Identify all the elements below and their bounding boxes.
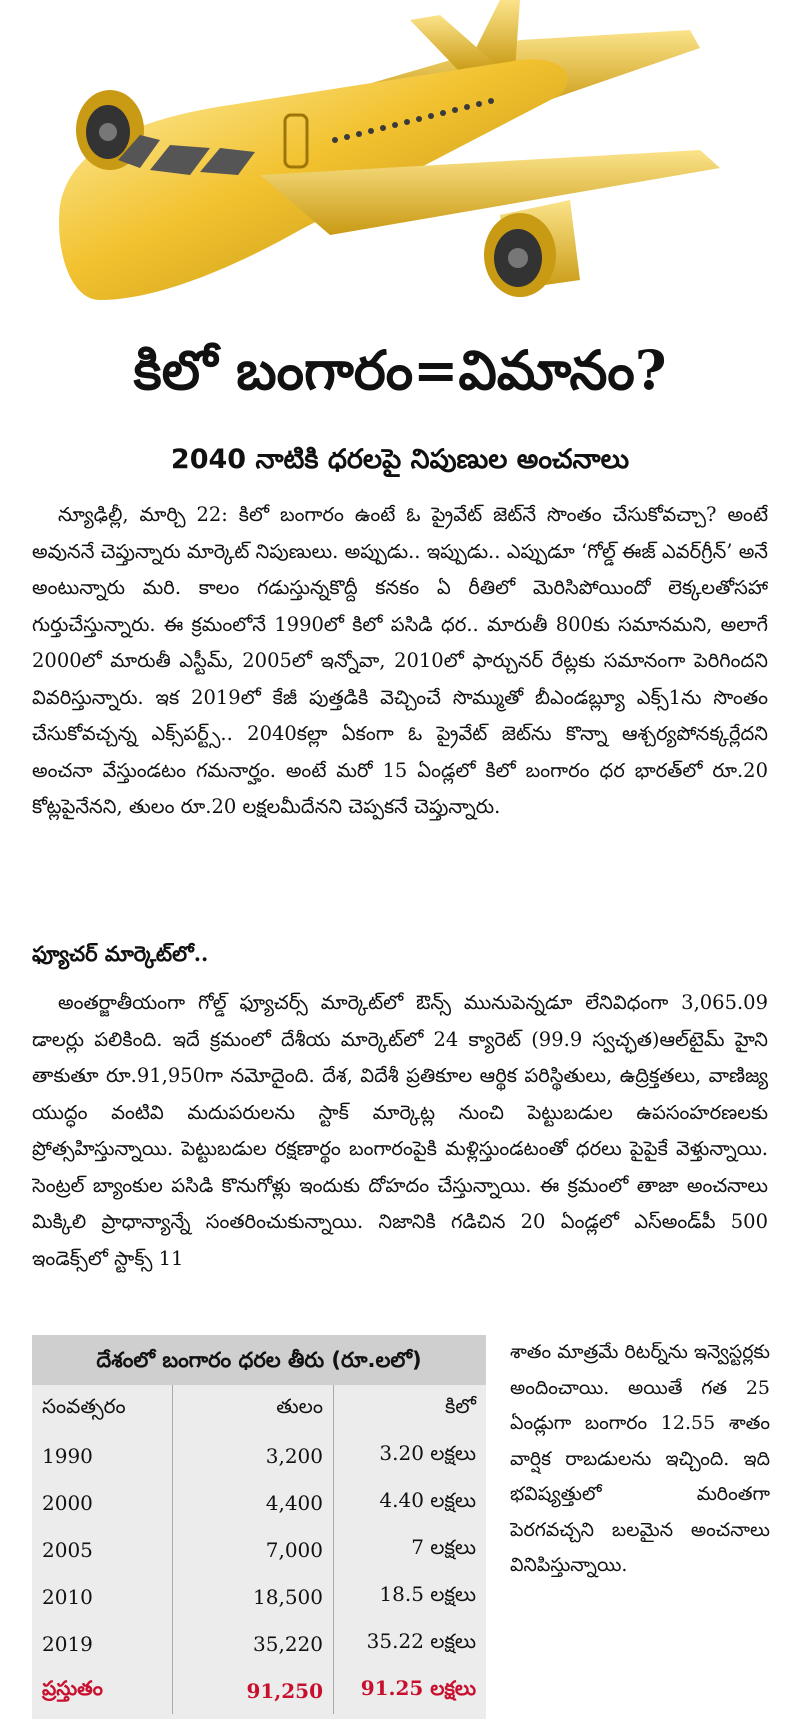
kilo-price-cell: 91.25 లక్షలు bbox=[360, 1676, 476, 1700]
intro-paragraph: న్యూఢిల్లీ, మార్చి 22: కిలో బంగారం ఉంటే ఓ ప్రైవేట్ జెట్‌నే సొంతం చేసుకోవచ్చా? అంటే అవుననే చెప్తున్నారు మార్కెట్ నిపుణులు. అప్పుడు.. ఇప్పుడు.. ఎప్పుడూ ‘గోల్డ్ ఈజ్ ఎవర్‌గ్రీన్’ అనే అంటున్నారు మరి. కాలం గడుస్తున్నకొద్దీ కనకం ఏ రీతిలో మెరిసిపోయిందో లెక్కలతోసహా గుర్తుచేస్తున్నారు. ఈ క్రమంలోనే 1990లో కిలో పసిడి ధర.. మారుతీ 800కు సమానమని, అలాగే 2000లో మారుతీ ఎస్టీమ్, 2005లో ఇన్నోవా, 2010లో ఫార్చునర్ రేట్లకు సమానంగా పెరిగిందని వివరిస్తున్నారు. ఇక 2019లో కేజీ పుత్తడికి వెచ్చించే సొమ్ముతో బీఎండబ్ల్యూ ఎక్స్1ను సొంతం చేసుకోవచ్చన్న ఎక్స్‌పర్ట్స్.. 2040కల్లా ఏకంగా ఓ ప్రైవేట్ జెట్‌ను కొన్నా ఆశ్చర్యపోనక్కర్లేదని అంచనా వేస్తుండటం గమనార్హం. అంటే మరో 15 ఏండ్లలో కిలో బంగారం ధర భారత్‌లో రూ.20 కోట్లపైనేనని, తులం రూ.20 లక్షలమీదేనని చెప్పకనే చెప్తున్నారు. bbox=[32, 503, 768, 818]
header-kilo: కిలో bbox=[444, 1394, 476, 1418]
table-row bbox=[32, 1620, 486, 1667]
year-cell: 2005 bbox=[32, 1526, 173, 1573]
header-tola: తులం bbox=[173, 1385, 334, 1432]
tola-price-cell: 3,200 bbox=[173, 1432, 334, 1479]
header-year: సంవత్సరం bbox=[32, 1385, 173, 1432]
table-row bbox=[32, 1526, 486, 1573]
year-cell: 2000 bbox=[32, 1479, 173, 1526]
year-cell: 2019 bbox=[32, 1620, 173, 1667]
table-row-current bbox=[32, 1667, 486, 1714]
kilo-price-cell: 3.20 లక్షలు bbox=[379, 1441, 476, 1465]
gold-price-table bbox=[32, 1385, 486, 1714]
table-row bbox=[32, 1573, 486, 1620]
kilo-price-cell: 35.22 లక్షలు bbox=[366, 1629, 476, 1653]
table-row bbox=[32, 1432, 486, 1479]
tola-price-cell: 7,000 bbox=[173, 1526, 334, 1573]
year-cell: 2010 bbox=[32, 1573, 173, 1620]
kilo-price-cell: 4.40 లక్షలు bbox=[379, 1488, 476, 1512]
tola-price-cell: 18,500 bbox=[173, 1573, 334, 1620]
section-heading: ఫ్యూచర్ మార్కెట్‌లో.. bbox=[32, 941, 209, 966]
table-title: దేశంలో బంగారం ధరల తీరు (రూ.లలో) bbox=[32, 1335, 486, 1385]
gold-price-table-box bbox=[32, 1335, 486, 1719]
headline: కిలో బంగారం=విమానం? bbox=[133, 338, 667, 402]
tola-price-cell: 35,220 bbox=[173, 1620, 334, 1667]
tola-price-cell: 4,400 bbox=[173, 1479, 334, 1526]
table-header-row bbox=[32, 1385, 486, 1432]
golden-airplane-illustration bbox=[0, 0, 800, 330]
kilo-price-cell: 18.5 లక్షలు bbox=[379, 1582, 476, 1606]
table-row bbox=[32, 1479, 486, 1526]
body-paragraph: అంతర్జాతీయంగా గోల్డ్ ఫ్యూచర్స్ మార్కెట్‌లో ఔన్స్ మునుపెన్నడూ లేనివిధంగా 3,065.09 డాలర్లు పలికింది. ఇదే క్రమంలో దేశీయ మార్కెట్‌లో 24 క్యారెట్ (99.9 స్వచ్ఛత)ఆల్‌టైమ్ హైని తాకుతూ రూ.91,950గా నమోదైంది. దేశ, విదేశీ ప్రతికూల ఆర్థిక పరిస్థితులు, ఉద్రిక్తతలు, వాణిజ్య యుద్ధం వంటివి మదుపరులను స్టాక్ మార్కెట్ల నుంచి పెట్టుబడుల ఉపసంహరణలకు ప్రోత్సహిస్తున్నాయి. పెట్టుబడుల రక్షణార్థం బంగారంపైకి మళ్లిస్తుండటంతో ధరలు పైపైకే వెళ్తున్నాయి. సెంట్రల్ బ్యాంకుల పసిడి కొనుగోళ్లు ఇందుకు దోహదం చేస్తున్నాయి. ఈ క్రమంలో తాజా అంచనాలు మిక్కిలి ప్రాధాన్యాన్నే సంతరించుకున్నాయి. నిజానికి గడిచిన 20 ఏండ్లలో ఎస్అండ్‌పీ 500 ఇండెక్స్‌లో స్టాక్స్ 11 bbox=[32, 991, 768, 1270]
tola-price-cell: 91,250 bbox=[173, 1667, 334, 1714]
body-continued-paragraph: శాతం మాత్రమే రిటర్న్‌ను ఇన్వెస్టర్లకు అందించాయి. అయితే గత 25 ఏండ్లుగా బంగారం 12.55 శాతం వార్షిక రాబడులను ఇచ్చింది. ఇది భవిష్యత్తులో మరింతగా పెరగవచ్చని బలమైన అంచనాలు వినిపిస్తున్నాయి. bbox=[510, 1341, 770, 1576]
year-cell: 1990 bbox=[32, 1432, 173, 1479]
kilo-price-cell: 7 లక్షలు bbox=[411, 1535, 476, 1559]
year-cell: ప్రస్తుతం bbox=[32, 1667, 173, 1714]
subheadline: 2040 నాటికి ధరలపై నిపుణుల అంచనాలు bbox=[170, 444, 630, 475]
